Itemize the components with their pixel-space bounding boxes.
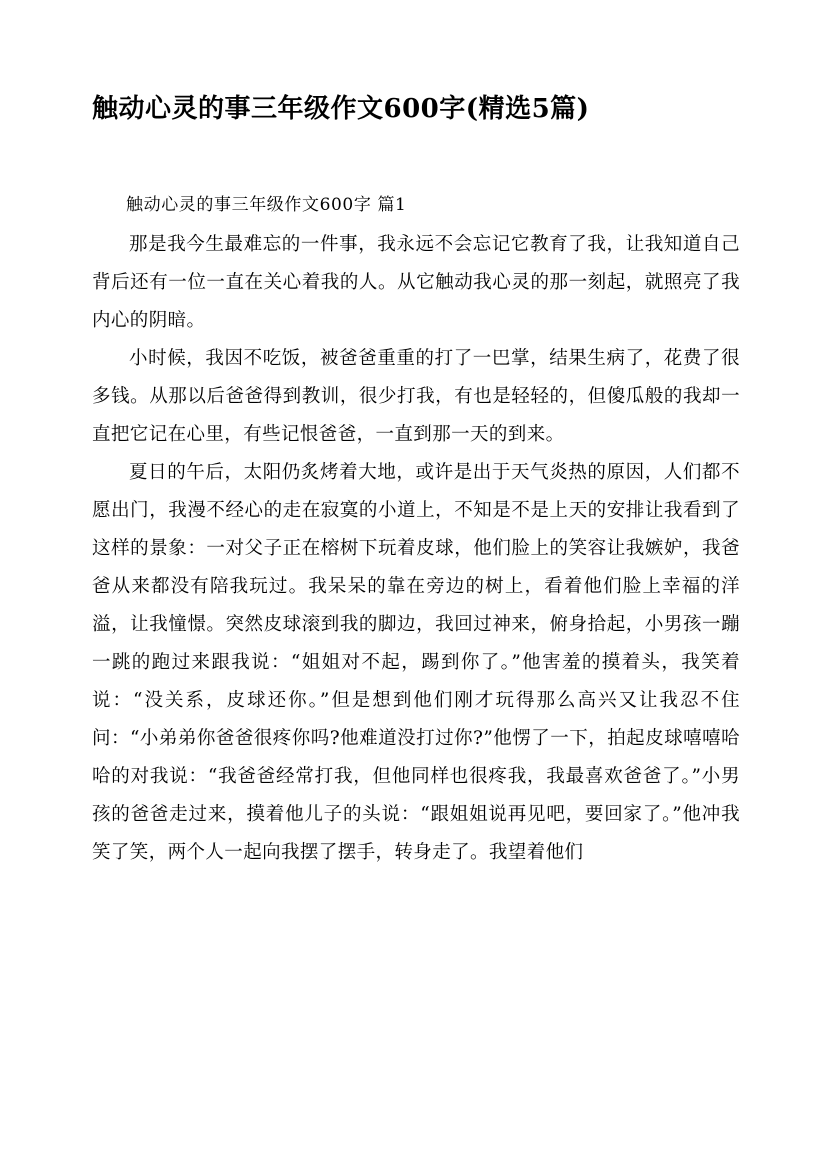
paragraph: 那是我今生最难忘的一件事，我永远不会忘记它教育了我，让我知道自己背后还有一位一直在关心着我的人。从它触动我心灵的那一刻起，就照亮了我内心的阴暗。 xyxy=(92,234,740,331)
paragraph: 夏日的午后，太阳仍炙烤着大地，或许是出于天气炎热的原因，人们都不愿出门，我漫不经心的走在寂寞的小道上，不知是不是上天的安排让我看到了这样的景象：一对父子正在榕树下玩着皮球，他们脸上的笑容让我嫉妒，我爸爸从来都没有陪我玩过。我呆呆的靠在旁边的树上，看着他们脸上幸福的洋溢，让我憧憬。突然皮球滚到我的脚边，我回过神来，俯身拾起，小男孩一蹦一跳的跑过来跟我说：“姐姐对不起，踢到你了。”他害羞的摸着头，我笑着说：“没关系，皮球还你。”但是想到他们刚才玩得那么高兴又让我忍不住问：“小弟弟你爸爸很疼你吗?他难道没打过你?”他愣了一下，拍起皮球嘻嘻哈哈的对我说：“我爸爸经常打我，但他同样也很疼我，我最喜欢爸爸了。”小男孩的爸爸走过来，摸着他儿子的头说：“跟姐姐说再见吧，要回家了。”他冲我笑了笑，两个人一起向我摆了摆手，转身走了。我望着他们 xyxy=(92,462,740,863)
section-subtitle: 触动心灵的事三年级作文600字 篇1 xyxy=(126,195,407,215)
page-title: 触动心灵的事三年级作文600字(精选5篇) xyxy=(92,94,590,124)
paragraph: 小时候，我因不吃饭，被爸爸重重的打了一巴掌，结果生病了，花费了很多钱。从那以后爸爸得到教训，很少打我，有也是轻轻的，但傻瓜般的我却一直把它记在心里，有些记恨爸爸，一直到那一天的到来。 xyxy=(92,348,740,445)
document-body xyxy=(92,190,740,872)
